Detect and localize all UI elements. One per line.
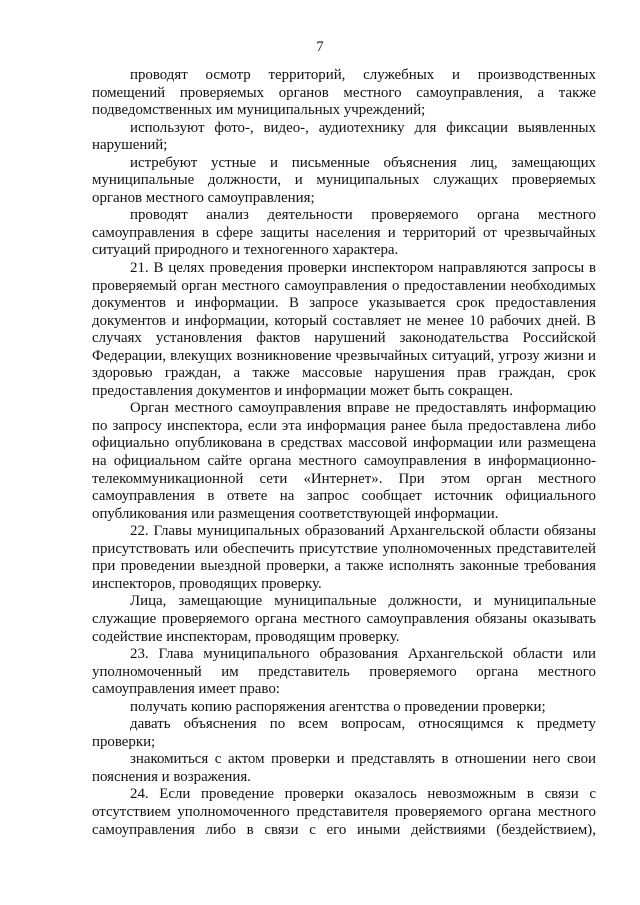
page-number: 7 xyxy=(316,39,324,55)
paragraph-assistance: Лица, замещающие муниципальные должности, и муниципальные служащие проверяемого органа местного самоуправления обязаны оказывать содействие инспекторам, проводящим проверку. xyxy=(92,593,596,645)
paragraph-photo-video-equipment: используют фото-, видео-, аудиотехнику для фиксации выявленных нарушений; xyxy=(92,119,596,154)
paragraph-item-22: 22. Главы муниципальных образований Архангельской области обязаны присутствовать или обеспечить присутствие уполномоченных представителей при проведении выездной проверки, а также исполнять законные требования инспекторов, проводящих проверку. xyxy=(92,523,596,592)
paragraph-info-refusal: Орган местного самоуправления вправе не предоставлять информацию по запросу инспектора, если эта информация ранее была предоставлена либо официально опубликована в средствах массовой информации или размещена на официальном сайте органа местного самоуправления в информационно-телекоммуникационной сети «Интернет». При этом орган местного самоуправления в ответе на запрос сообщает источник официального опубликования или размещения соответствующей информации. xyxy=(92,400,596,522)
paragraph-right-explain: давать объяснения по всем вопросам, относящимся к предмету проверки; xyxy=(92,716,596,750)
paragraph-item-23: 23. Глава муниципального образования Архангельской области или уполномоченный им представитель проверяемого органа местного самоуправления имеет право: xyxy=(92,646,596,698)
paragraph-right-copy: получать копию распоряжения агентства о проведении проверки; xyxy=(130,698,546,715)
paragraph-activity-analysis: проводят анализ деятельности проверяемого органа местного самоуправления в сфере защиты населения и территорий от чрезвычайных ситуаций природного и техногенного характера. xyxy=(92,207,596,259)
document-body xyxy=(92,67,596,839)
paragraph-explanations: истребуют устные и письменные объяснения лиц, замещающих муниципальные должности, и муниципальных служащих проверяемых органов местного самоуправления; xyxy=(92,154,596,206)
paragraph-inspection-territories: проводят осмотр территорий, служебных и производственных помещений проверяемых органов местного самоуправления, а также подведомственных им муниципальных учреждений; xyxy=(92,67,596,119)
paragraph-item-24: 24. Если проведение проверки оказалось невозможным в связи с отсутствием уполномоченного представителя проверяемого органа местного самоуправления либо в связи с его иными действиями (бездействием), xyxy=(92,786,596,838)
paragraph-item-21: 21. В целях проведения проверки инспектором направляются запросы в проверяемый орган местного самоуправления о предоставлении необходимых документов и информации. В запросе указывается срок предоставления документов и информации, который составляет не менее 10 рабочих дней. В случаях установления фактов нарушений законодательства Российской Федерации, влекущих возникновение чрезвычайных ситуаций, угрозу жизни и здоровью граждан, а также массовые нарушения прав граждан, срок предоставления документов и информации может быть сокращен. xyxy=(92,260,596,399)
paragraph-right-review: знакомиться с актом проверки и представлять в отношении него свои пояснения и возражения. xyxy=(92,751,596,785)
